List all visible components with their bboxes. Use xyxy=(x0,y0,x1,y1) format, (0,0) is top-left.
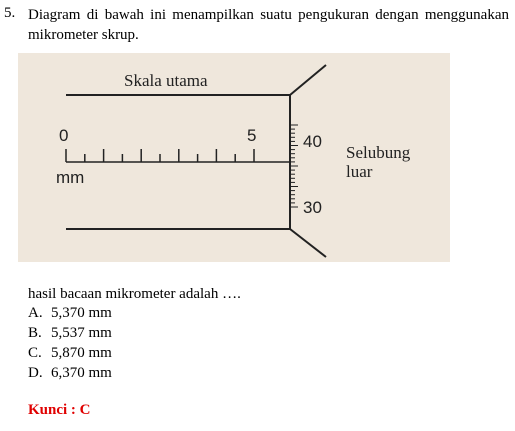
answer-prompt: hasil bacaan mikrometer adalah …. xyxy=(28,286,241,302)
main-scale-unit-label: mm xyxy=(56,168,85,187)
option-text: 5,870 mm xyxy=(51,345,112,361)
option-text: 5,537 mm xyxy=(51,325,112,341)
option-text: 5,370 mm xyxy=(51,305,112,321)
thimble-scale-ticks xyxy=(290,125,298,207)
main-scale-five-label: 5 xyxy=(247,126,257,145)
option-text: 6,370 mm xyxy=(51,365,112,381)
main-scale-title: Skala utama xyxy=(124,71,208,90)
answer-key: Kunci : C xyxy=(28,402,91,418)
option-a[interactable] xyxy=(28,303,112,323)
option-letter: D. xyxy=(28,365,43,381)
thimble-top-bevel xyxy=(290,65,326,95)
micrometer-diagram xyxy=(18,53,450,262)
question-number: 5. xyxy=(4,5,16,21)
option-c[interactable] xyxy=(28,343,112,363)
answer-options xyxy=(28,303,112,383)
main-scale-ticks xyxy=(66,149,254,162)
main-scale-zero-label: 0 xyxy=(59,126,69,145)
option-letter: C. xyxy=(28,345,42,361)
option-letter: B. xyxy=(28,325,42,341)
option-b[interactable] xyxy=(28,323,112,343)
thimble-label-40: 40 xyxy=(303,132,322,151)
thimble-name-line1: Selubung xyxy=(346,143,411,162)
thimble-label-30: 30 xyxy=(303,198,322,217)
option-d[interactable] xyxy=(28,363,112,383)
option-letter: A. xyxy=(28,305,43,321)
thimble-bottom-bevel xyxy=(290,229,326,257)
question-text: Diagram di bawah ini menampilkan suatu pengukuran dengan menggunakan mikrometer skrup. xyxy=(28,7,509,43)
thimble-name-line2: luar xyxy=(346,162,373,181)
